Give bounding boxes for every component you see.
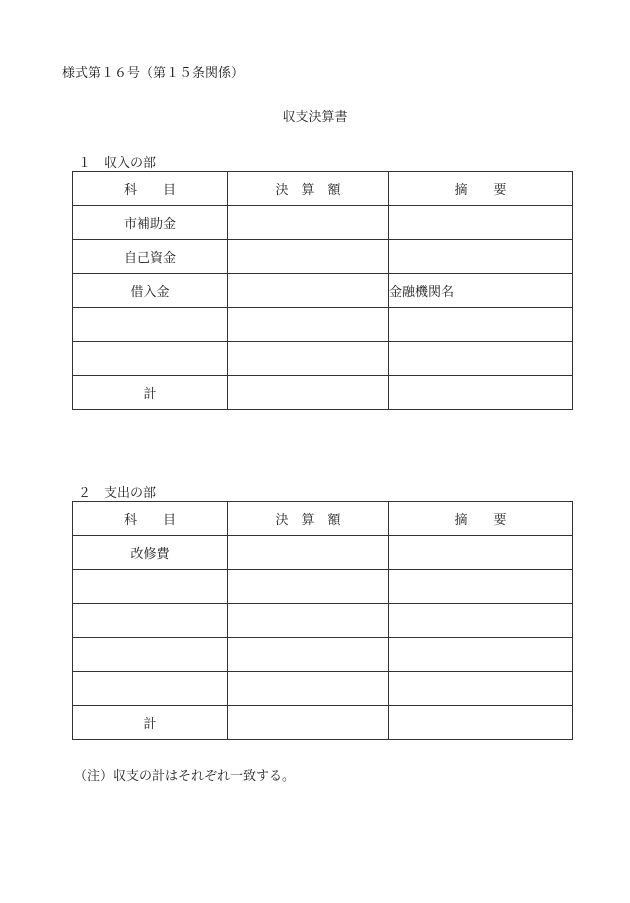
amount-cell bbox=[228, 604, 389, 638]
amount-cell bbox=[228, 672, 389, 706]
item-cell: 借入金 bbox=[73, 274, 228, 308]
item-cell bbox=[73, 570, 228, 604]
remarks-cell bbox=[389, 570, 573, 604]
footnote: （注）収支の計はそれぞれ一致する。 bbox=[74, 769, 296, 784]
table-row bbox=[73, 604, 573, 638]
amount-cell bbox=[228, 570, 389, 604]
remarks-cell bbox=[389, 308, 573, 342]
amount-cell bbox=[228, 274, 389, 308]
income-table bbox=[72, 171, 573, 410]
total-label-cell: 計 bbox=[73, 706, 228, 740]
amount-cell bbox=[228, 536, 389, 570]
column-header-amount: 決 算 額 bbox=[228, 502, 389, 536]
item-cell: 市補助金 bbox=[73, 206, 228, 240]
total-remarks-cell bbox=[389, 706, 573, 740]
column-header-remarks: 摘 要 bbox=[389, 502, 573, 536]
amount-cell bbox=[228, 206, 389, 240]
table-row bbox=[73, 274, 573, 308]
remarks-cell bbox=[389, 206, 573, 240]
remarks-cell bbox=[389, 604, 573, 638]
column-header-amount: 決 算 額 bbox=[228, 172, 389, 206]
table-row bbox=[73, 240, 573, 274]
column-header-item: 科 目 bbox=[73, 502, 228, 536]
column-header-item: 科 目 bbox=[73, 172, 228, 206]
table-row bbox=[73, 342, 573, 376]
expense-section-heading: ２ 支出の部 bbox=[78, 486, 157, 501]
amount-cell bbox=[228, 342, 389, 376]
total-row bbox=[73, 376, 573, 410]
table-header-row bbox=[73, 172, 573, 206]
item-cell: 自己資金 bbox=[73, 240, 228, 274]
table-row bbox=[73, 308, 573, 342]
remarks-cell bbox=[389, 342, 573, 376]
amount-cell bbox=[228, 240, 389, 274]
remarks-cell: 金融機関名 bbox=[389, 274, 573, 308]
total-remarks-cell bbox=[389, 376, 573, 410]
item-cell: 改修費 bbox=[73, 536, 228, 570]
item-cell bbox=[73, 604, 228, 638]
item-cell bbox=[73, 342, 228, 376]
item-cell bbox=[73, 308, 228, 342]
remarks-cell bbox=[389, 638, 573, 672]
income-section-heading: １ 収入の部 bbox=[78, 156, 157, 171]
amount-cell bbox=[228, 308, 389, 342]
total-label-cell: 計 bbox=[73, 376, 228, 410]
total-amount-cell bbox=[228, 376, 389, 410]
form-number: 様式第１６号（第１５条関係） bbox=[62, 66, 245, 81]
table-row bbox=[73, 206, 573, 240]
document-title: 収支決算書 bbox=[282, 110, 348, 125]
remarks-cell bbox=[389, 536, 573, 570]
table-row bbox=[73, 638, 573, 672]
remarks-cell bbox=[389, 672, 573, 706]
table-row bbox=[73, 570, 573, 604]
table-row bbox=[73, 536, 573, 570]
column-header-remarks: 摘 要 bbox=[389, 172, 573, 206]
item-cell bbox=[73, 672, 228, 706]
table-header-row bbox=[73, 502, 573, 536]
total-amount-cell bbox=[228, 706, 389, 740]
remarks-cell bbox=[389, 240, 573, 274]
table-row bbox=[73, 672, 573, 706]
total-row bbox=[73, 706, 573, 740]
amount-cell bbox=[228, 638, 389, 672]
item-cell bbox=[73, 638, 228, 672]
expense-table bbox=[72, 501, 573, 740]
